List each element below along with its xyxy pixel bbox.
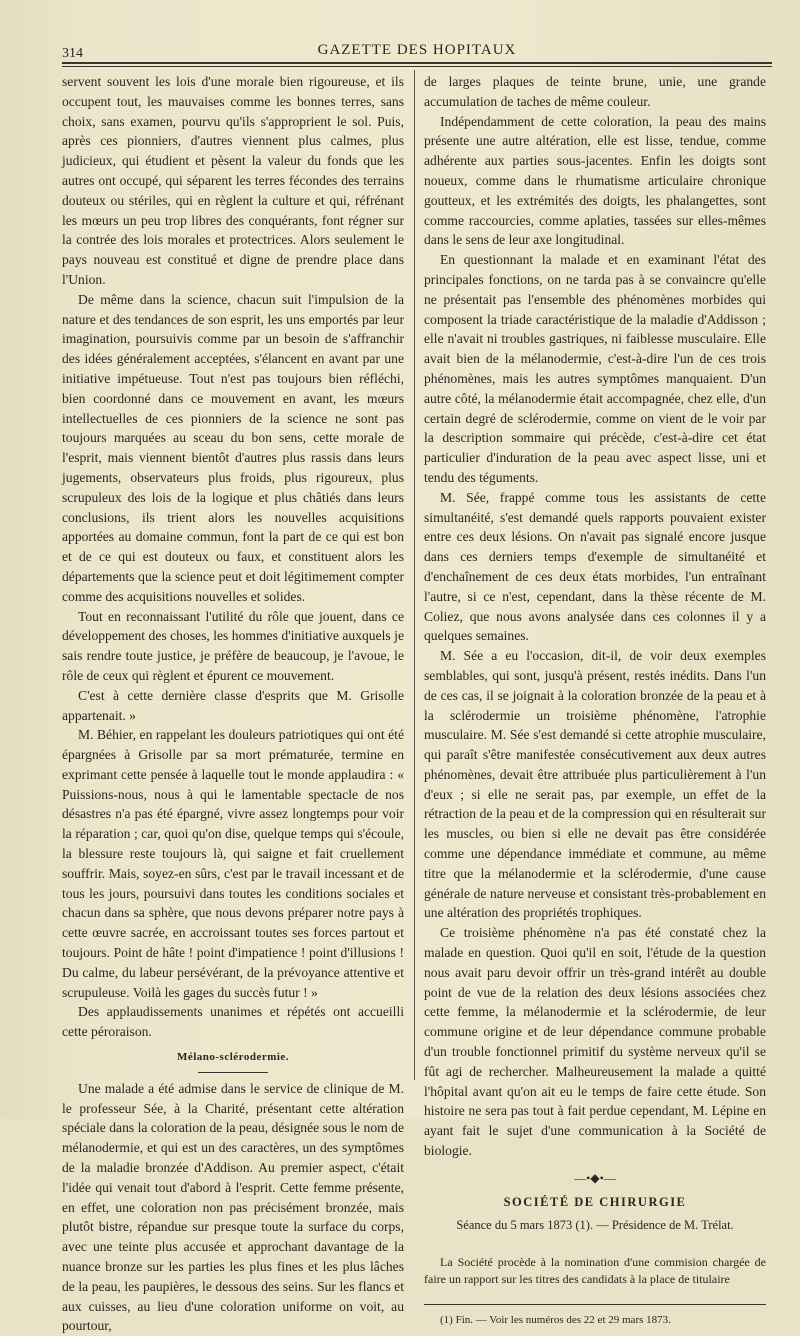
- paragraph: M. Béhier, en rappelant les douleurs patriotiques qui ont été épargnées à Grisolle par sa mort prématurée, termine en exprimant cette pensée à laquelle tout le monde applaudira : « Puissions-nous, nous à qui le lamentable spectacle de nos désastres n'a pas été épargné, vivre assez longtemps pour voir la réparation ; car, quoi qu'on dise, quelque temps qui s'écoule, la blessure reste toujours là, qui saigne et fait cruellement souffrir. Mais, soyez-en sûrs, c'est par le travail incessant et de tous les jours, poursuivi dans toutes les conditions sociales et chacun dans sa sphère, que nous devons préparer notre pays à cette œuvre sacrée, en accroissant toutes ses forces partout et toujours. Point de hâte ! point d'impatience ! point d'illusions ! Du calme, du labeur persévérant, de la prévoyance attentive et scrupuleuse. Voilà les gages du succès futur ! »: [62, 727, 404, 1000]
- left-column: [62, 72, 404, 1336]
- header-rule-thin: [62, 66, 772, 67]
- section-title: SOCIÉTÉ DE CHIRURGIE: [503, 1194, 687, 1209]
- subheading-rule: [198, 1072, 268, 1073]
- section-ornament: —•◆•—: [574, 1170, 616, 1185]
- right-column: [424, 72, 766, 1328]
- paragraph: M. Sée a eu l'occasion, dit-il, de voir deux exemples semblables, qui sont, jusqu'à présent, restés inédits. Dans l'un de ces cas, il se joignait à la coloration bronzée de la peau et à la sclérodermie un troisième phénomène, l'atrophie musculaire. M. Sée s'est demandé si cette atrophie musculaire, qui paraît s'être manifestée consécutivement aux deux autres phénomènes, devait être attribuée plus particulièrement à l'un d'eux ; si elle ne serait pas, par exemple, un effet de la rétraction de la peau et de la compression qui en résulterait sur les muscles, ou bien si elle ne devait pas être considérée comme une dépendance immédiate et commune, au même titre que la mélanodermie et la sclérodermie, d'une cause générale de nature nerveuse et consistant très-probablement en une altération des propriétés trophiques.: [424, 648, 766, 921]
- article-subheading: Mélano-sclérodermie.: [176, 1051, 290, 1064]
- session-line: Séance du 5 mars 1873 (1). — Présidence de M. Trélat.: [456, 1218, 734, 1233]
- paragraph: La Société procède à la nomination d'une commision chargée de faire un rapport sur les titres des candidats à la place de titulaire: [424, 1255, 766, 1287]
- page-number: 314: [62, 46, 83, 61]
- paragraph: Indépendamment de cette coloration, la peau des mains présente une autre altération, elle est lisse, tendue, comme adhérente aux parties sous-jacentes. Enfin les doigts sont noueux, comme dans le rhumatisme articulaire chronique goutteux, et les extrémités des doigts, les phalangettes, sont comme raccourcies, comme aplaties, tassées sur elles-mêmes dans le sens de leur axe longitudinal.: [424, 113, 766, 248]
- header-rule: [62, 62, 772, 64]
- paragraph: Une malade a été admise dans le service de clinique de M. le professeur Sée, à la Charité, présentant cette altération spéciale dans la coloration de la peau, désignée sous le nom de mélanodermie, et qui est un des caractères, un des symptômes de la maladie bronzée d'Addison. Au premier aspect, c'était l'idée qui venait tout d'abord à l'esprit. Cette femme présente, en effet, une coloration non pas précisément bronzée, mais plutôt bistre, répandue sur presque toute la surface du corps, avec une teinte plus accusée et approchant davantage de la nuance bronze sur les parties les plus fines et les plus lâches de la peau, les paupières, le dessous des seins. Sur les flancs et aux cuisses, au lieu d'une coloration uniforme on voit, au pourtour,: [62, 1080, 404, 1334]
- footnote: (1) Fin. — Voir les numéros des 22 et 29 mars 1873.: [440, 1314, 671, 1327]
- paragraph: M. Sée, frappé comme tous les assistants de cette simultanéité, s'est demandé quels rapports pouvaient exister entre ces deux lésions. On n'avait pas signalé encore jusque dans ces derniers temps d'exemple de simultanéité et d'enchaînement de ces deux états morbides, l'un entraînant l'autre, si ce n'est, cependant, dans la thèse récente de M. Coliez, que nous avons analysée dans ces colonnes il y a quelques semaines.: [424, 489, 766, 644]
- paragraph: De même dans la science, chacun suit l'impulsion de la nature et des tendances de son esprit, les uns emportés par leur imagination, poursuivis comme par un besoin de s'affranchir des idées généralement acceptées, s'élancent en avant par une initiative impétueuse. Tout n'est pas toujours bien réfléchi, bien coordonné dans ce mouvement en avant, les mœurs intellectuelles de ces pionniers de la science ne sont pas toujours marquées au sceau du bon sens, cette morale de l'esprit, mais viennent bientôt d'autres plus rassis dans leurs jugements, observateurs plus froids, plus rigoureux, plus scrupuleux des lois de la logique et plus châtiés dans leurs conclusions, ils trient alors les nouvelles acquisitions apportées au domaine commun, font la part de ce qui est bon et de ce qui est douteux ou faux, et constituent alors les départements que la science peut et doit légitimement compter comme des acquisitions nouvelles et solides.: [62, 291, 404, 604]
- paragraph: de larges plaques de teinte brune, unie, une grande accumulation de taches de même couleur.: [424, 74, 766, 109]
- paragraph: Ce troisième phénomène n'a pas été constaté chez la malade en question. Quoi qu'il en soit, l'étude de la question nous avait paru devoir offrir un très-grand intérêt au double point de vue de la relation des deux lésions associées chez cette femme, la mélanodermie et la sclérodermie, de leur commune origine et de leur dépendance commune probable d'un trouble fonctionnel primitif du système nerveux qu'il se fût agi de rechercher. Malheureusement la malade a quitté l'hôpital avant qu'on ait eu le temps de faire cette étude. Son histoire ne sera pas tout à fait perdue cependant, M. Lépine en ayant fait le sujet d'une communication à la Société de biologie.: [424, 925, 766, 1159]
- paragraph: servent souvent les lois d'une morale bien rigoureuse, et ils occupent tout, les mauvaises comme les bonnes terres, sans choix, sans examen, pourvu qu'ils s'approprient le sol. Puis, après ces pionniers, d'autres viennent plus calmes, plus judicieux, qui étudient et pèsent la valeur du fonds que les autres ont occupé, qui séparent les terres fécondes des terrains douteux ou stériles, qui en règlent la culture et qui, réfrénant les mœurs un peu trop libres des conquérants, font régner sur la contrée des lois morales et protectrices. Alors seulement le pays nouveau est constitué et digne de prendre place dans l'Union.: [62, 74, 404, 287]
- paragraph: Des applaudissements unanimes et répétés ont accueilli cette péroraison.: [62, 1004, 404, 1040]
- paragraph: En questionnant la malade et en examinant l'état des principales fonctions, on ne tarda pas à se convaincre qu'elle ne présentait pas l'ensemble des phénomènes morbides qui composent la triade caractéristique de la maladie d'Addisson ; elle n'avait ni troubles gastriques, ni faiblesse musculaire. Elle avait bien de la mélanodermie, c'est-à-dire l'un de ces trois phénomènes, mais les autres symptômes manquaient. D'un autre côté, la mélanodermie était accompagnée, chez elle, d'un certain degré de sclérodermie, comme on vient de le voir par la description sommaire qui précède, c'est-à-dire cet état particulier d'induration de la peau avec aspect lisse, uni et tendu des téguments.: [424, 252, 766, 485]
- paragraph: Tout en reconnaissant l'utilité du rôle que jouent, dans ce développement des choses, les hommes d'initiative auxquels je sais rendre toute justice, je préfère de beaucoup, je l'avoue, le rôle de ceux qui règlent et épurent ce mouvement.: [62, 608, 404, 683]
- column-divider: [414, 70, 415, 1080]
- masthead-title: GAZETTE DES HOPITAUX: [317, 42, 517, 58]
- footnote-rule: [424, 1304, 766, 1305]
- page-header: [62, 40, 772, 62]
- paragraph: C'est à cette dernière classe d'esprits que M. Grisolle appartenait. »: [62, 687, 404, 723]
